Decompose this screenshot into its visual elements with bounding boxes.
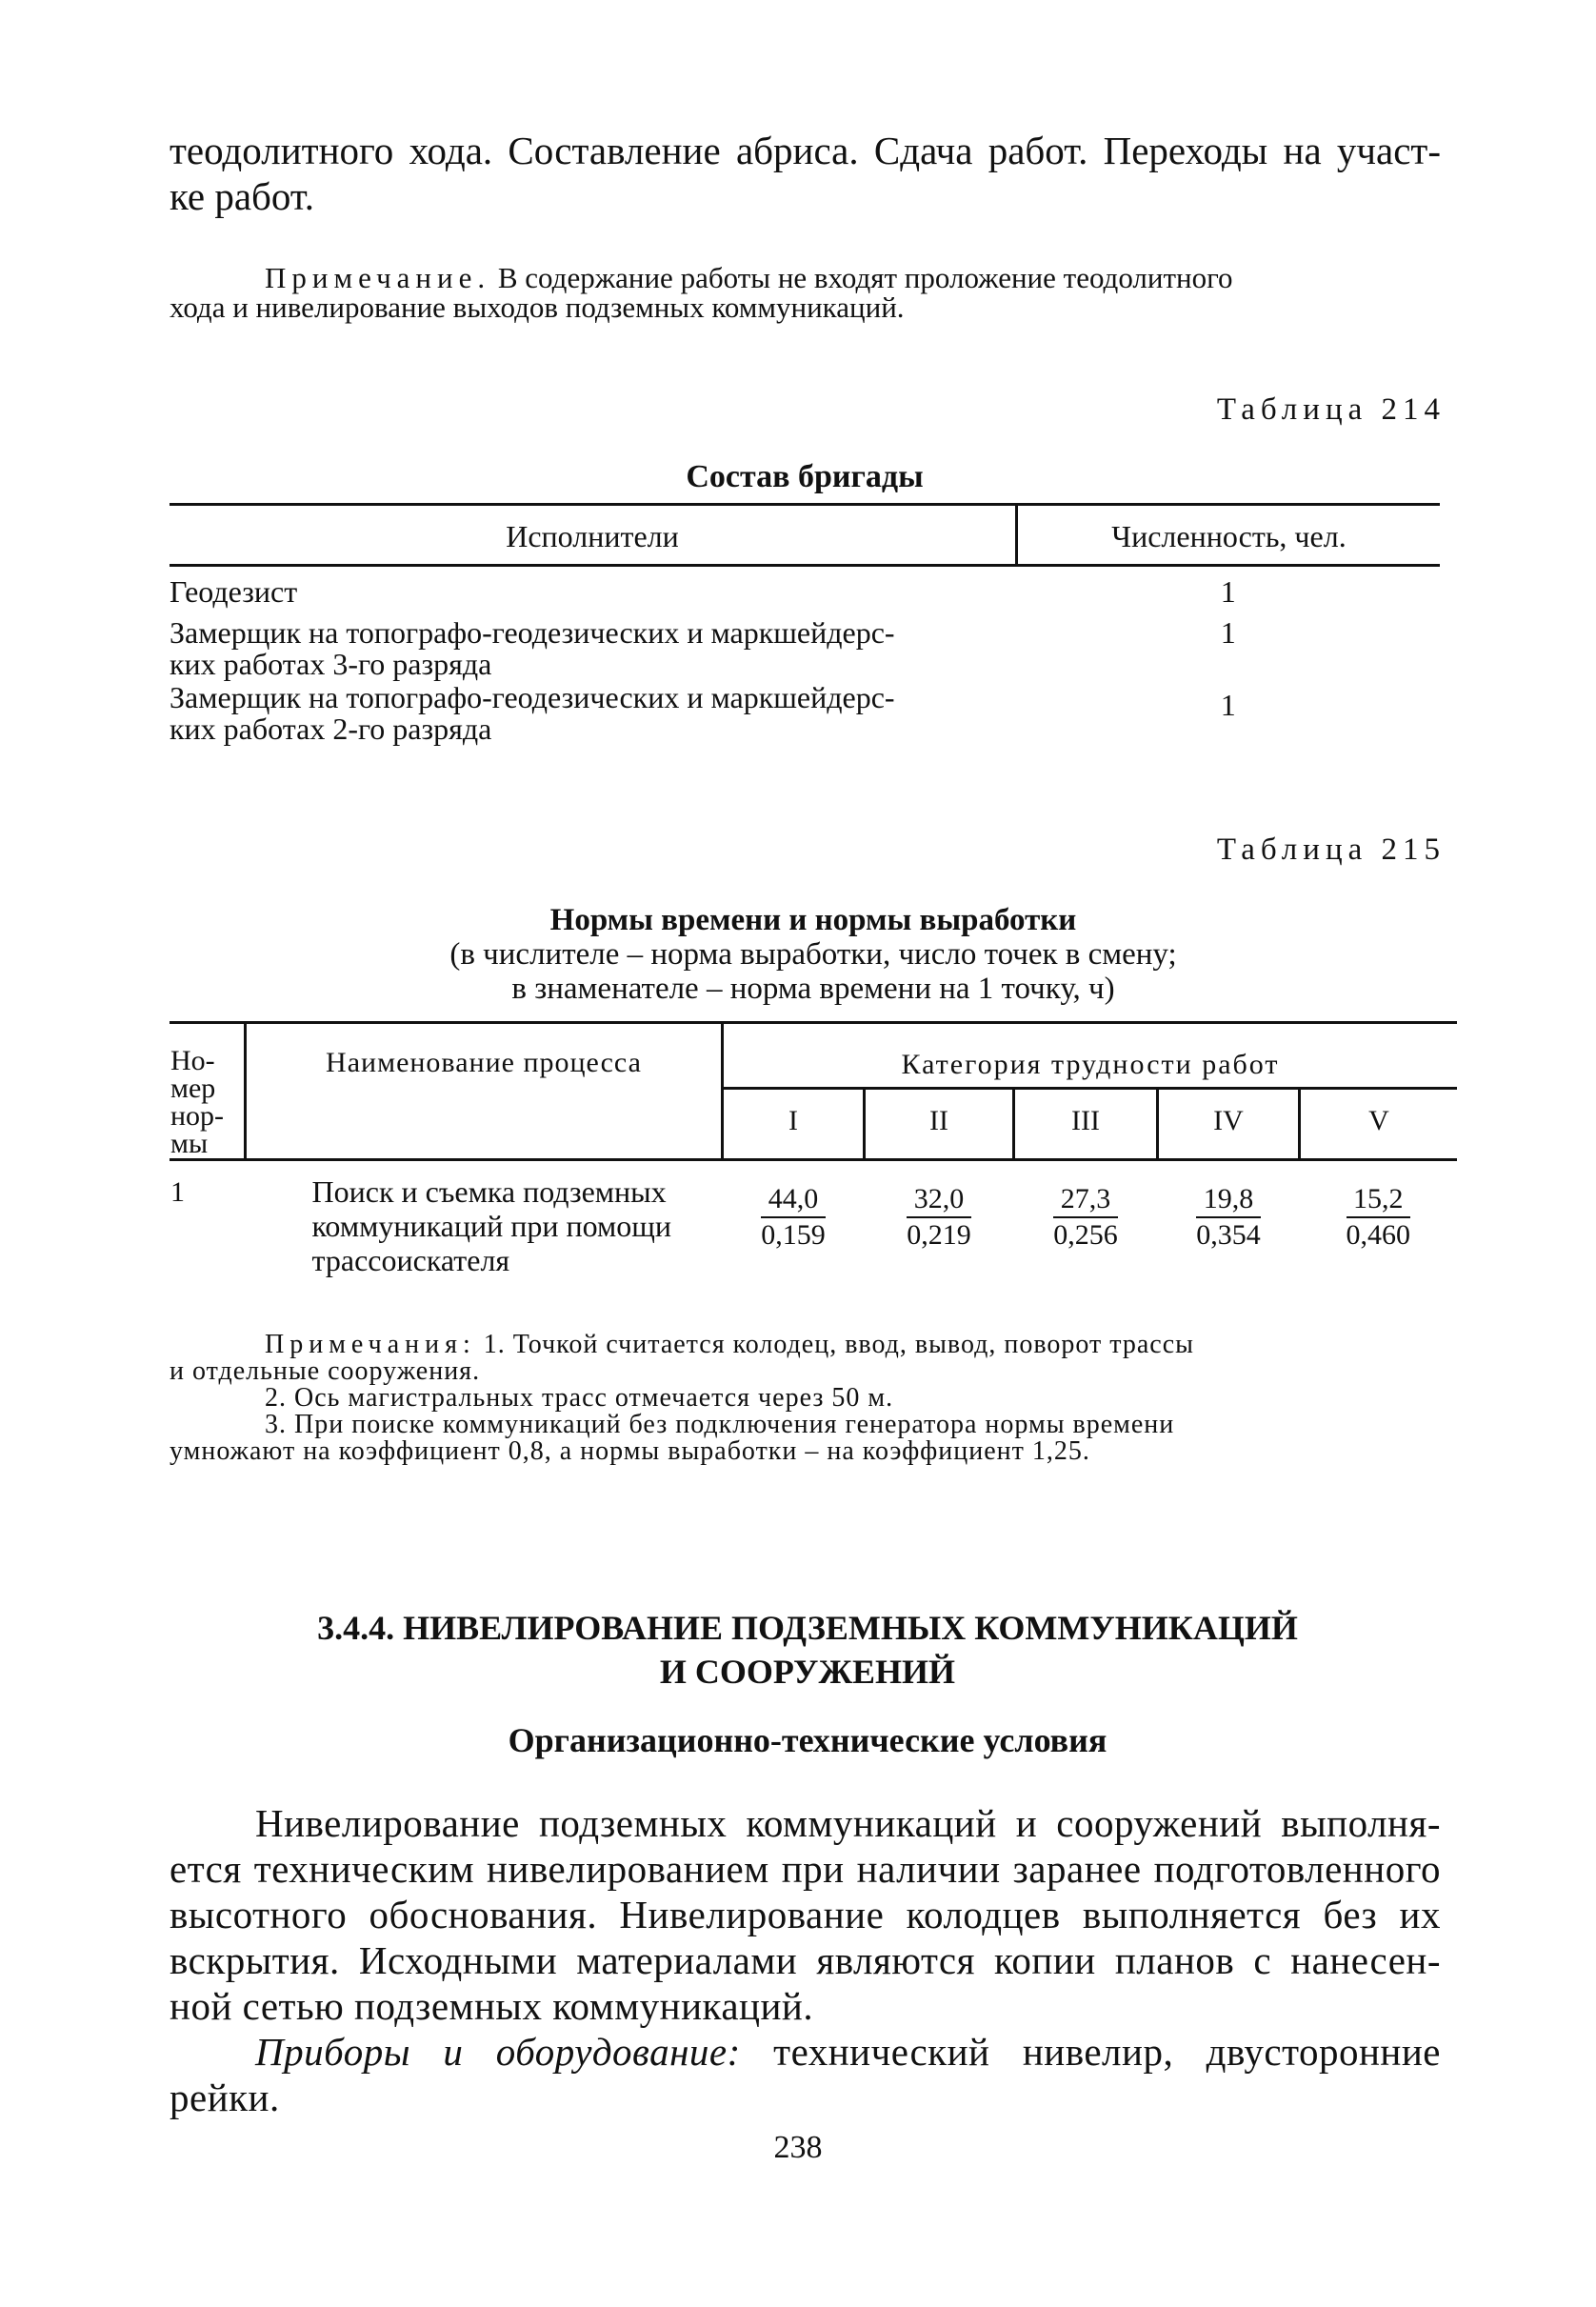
header-category: Категория трудности работ [723,1023,1458,1089]
table-215-subtitle: (в числителе – норма выработки, число точек в смену; [449,937,1177,972]
note-text: В содержание работы не входят проложение теодолитного [490,261,1233,294]
paragraph-line: ной сетью подземных коммуникаций. [170,1984,814,2028]
section-paragraph [170,1800,1441,2120]
norm-cell-i: $\frac{44,0}{0,159}$ [761,1183,826,1251]
table-214 [170,503,1440,745]
table-header-row [170,505,1440,566]
intro-line: ке работ. [170,174,314,218]
performer-name: ких работах 2-го разряда [170,712,492,746]
performer-name: Замерщик на топографо-геодезических и маркшейдерс- [170,615,895,650]
table-row [170,1160,1457,1278]
performer-count: 1 [1220,688,1236,722]
header-process: Наименование процесса [246,1023,723,1160]
header-count: Численность, чел. [1017,505,1441,566]
norm-cell-v: $\frac{15,2}{0,460}$ [1346,1183,1410,1251]
header-category-iii: III [1014,1089,1158,1160]
header-category-iv: IV [1158,1089,1300,1160]
table-215-caption: Таблица 215 [1216,833,1446,867]
section-heading: 3.4.4. НИВЕЛИРОВАНИЕ ПОДЗЕМНЫХ КОММУНИКАЦИЙ И СООРУЖЕНИЙ [317,1609,1298,1691]
note-text: хода и нивелирование выходов подземных коммуникаций. [170,291,905,324]
note-item: 1. Точкой считается колодец, ввод, вывод, поворот трассы [475,1330,1194,1359]
header-number: Но- мер нор- мы [170,1023,246,1160]
performer-name: ких работах 3-го разряда [170,647,492,681]
table-215-title-block [170,903,1457,1006]
table-row [170,566,1440,609]
row-number: 1 [170,1176,185,1208]
intro-line: теодолитного хода. Составление абриса. Сдача работ. Переходы на участ- [170,129,1441,172]
table-215-title: Нормы времени и нормы выработки [549,903,1077,937]
performer-name: Замерщик на топографо-геодезических и маркшейдерс- [170,680,895,714]
table-row [170,680,1440,745]
table-header-row [170,1023,1457,1089]
header-performers: Исполнители [170,505,1017,566]
note-item: 3. При поиске коммуникаций без подключения генератора нормы времени [265,1410,1175,1439]
intro-paragraph [170,128,1441,219]
header-category-ii: II [865,1089,1014,1160]
paragraph-line: высотного обоснования. Нивелирование колодцев выполняется без их [170,1893,1441,1936]
paragraph-line: ется техническим нивелированием при наличии заранее подготовленного [170,1847,1441,1891]
paragraph-line: Нивелирование подземных коммуникаций и сооружений выполня- [255,1801,1441,1845]
performer-count: 1 [1220,574,1236,609]
row-process: Поиск и съемка подземных коммуникаций при помощи трассоискателя [311,1174,671,1277]
norm-cell-iv: $\frac{19,8}{0,354}$ [1196,1183,1261,1251]
header-category-v: V [1300,1089,1458,1160]
note-item: умножают на коэффициент 0,8, а нормы выработки – на коэффициент 1,25. [170,1436,1090,1466]
page-number: 238 [773,2130,823,2165]
performer-count: 1 [1220,615,1236,650]
note-item: и отдельные сооружения. [170,1356,481,1386]
table-214-caption: Таблица 214 [1216,392,1446,427]
table-row [170,608,1440,680]
note-item: 2. Ось магистральных трасс отмечается через 50 м. [265,1383,894,1413]
table-215 [170,1021,1457,1277]
norm-cell-iii: $\frac{27,3}{0,256}$ [1053,1183,1118,1251]
header-category-i: I [723,1089,865,1160]
paragraph-line: вскрытия. Исходными материалами являются копии планов с нанесен- [170,1938,1441,1982]
equipment-label: Приборы и оборудование: [255,2030,741,2074]
section-subheading: Организационно-технические условия [508,1721,1107,1759]
norm-cell-ii: $\frac{32,0}{0,219}$ [907,1183,971,1251]
performer-name: Геодезист [170,574,298,609]
note-paragraph [170,263,1441,322]
equipment-line: Приборы и оборудование: технический нивелир, двусторонние [255,2030,1441,2074]
table-214-title: Состав бригады [686,459,924,494]
table-215-notes [170,1332,1446,1465]
paragraph-line: рейки. [170,2076,280,2119]
table-215-subtitle: в знаменателе – норма времени на 1 точку, ч) [511,972,1115,1006]
notes-label: Примечания: [265,1330,476,1359]
note-label: Примечание. [265,261,491,294]
